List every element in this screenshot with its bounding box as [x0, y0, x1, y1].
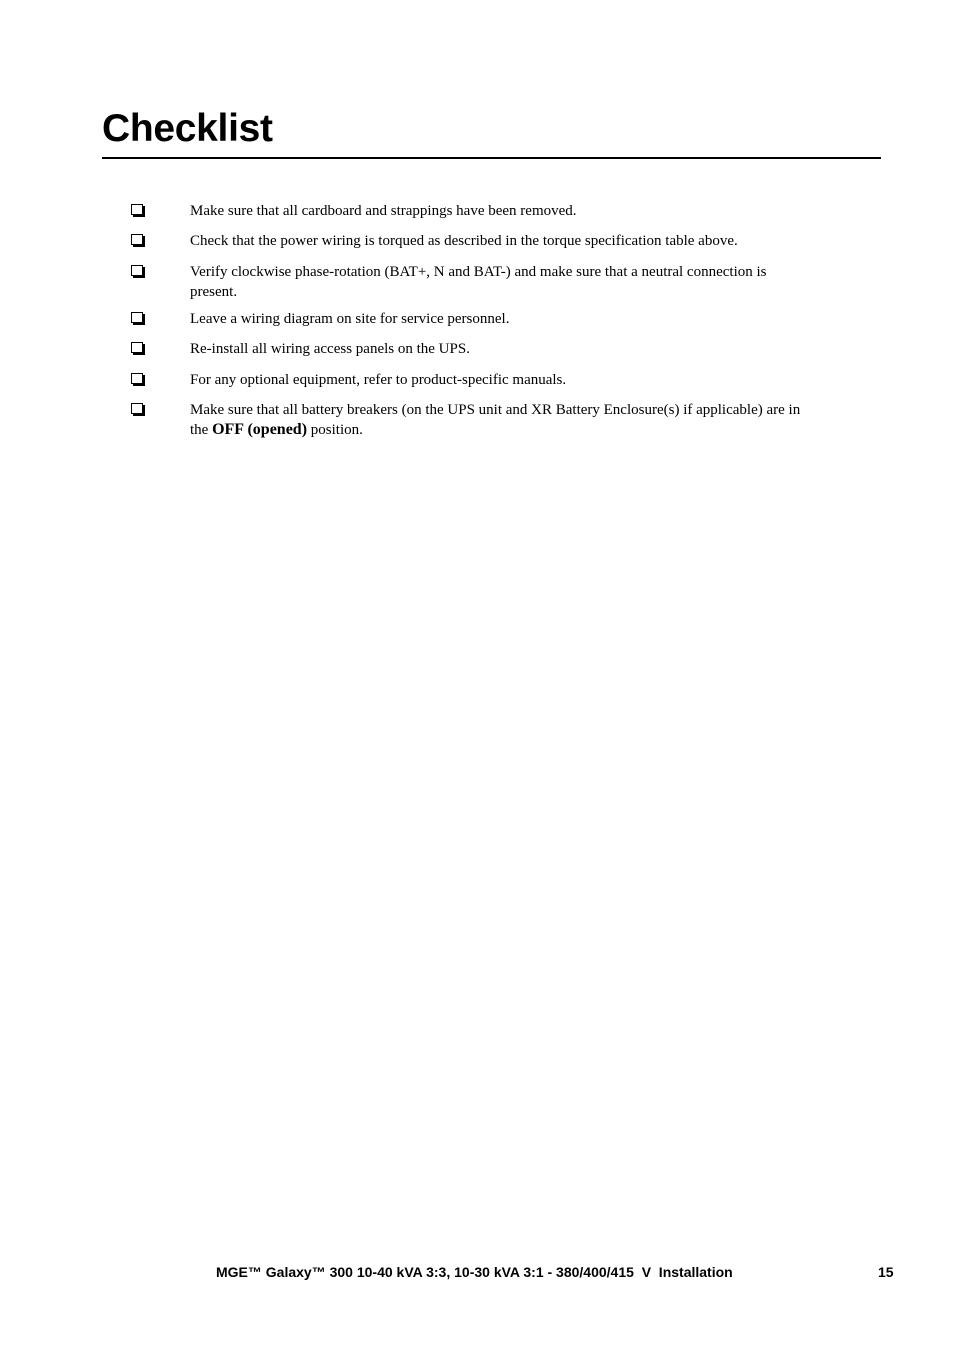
checklist-item-text: For any optional equipment, refer to product-specific manuals.	[190, 372, 567, 388]
checklist-item-text: Re-install all wiring access panels on the UPS.	[190, 341, 470, 357]
checklist-item-text: Make sure that all cardboard and strappings have been removed.	[190, 203, 577, 219]
checkbox-icon[interactable]	[131, 265, 144, 277]
checkbox-icon[interactable]	[131, 342, 144, 354]
checklist-item-text: Leave a wiring diagram on site for service personnel.	[190, 311, 510, 327]
off-opened-emphasis: OFF (opened)	[212, 421, 308, 438]
checkbox-icon[interactable]	[131, 204, 144, 216]
checkbox-icon[interactable]	[131, 373, 144, 385]
checklist-item-text: Make sure that all battery breakers (on the UPS unit and XR Battery Enclosure(s) if applicable) are in the OFF (opened) position.	[190, 402, 801, 438]
page-title: Checklist	[102, 107, 273, 150]
checklist-item-text: Verify clockwise phase-rotation (BAT+, N and BAT-) and make sure that a neutral connection is present.	[190, 264, 767, 300]
checkbox-icon[interactable]	[131, 403, 144, 415]
checkbox-icon[interactable]	[131, 312, 144, 324]
checklist-item-text: Check that the power wiring is torqued as described in the torque specification table above.	[190, 233, 738, 249]
title-rule	[102, 157, 881, 159]
page-number: 15	[878, 1264, 894, 1280]
footer-title: MGE™ Galaxy™ 300 10-40 kVA 3:3, 10-30 kVA 3:1 - 380/400/415 V Installation	[216, 1264, 733, 1280]
checkbox-icon[interactable]	[131, 234, 144, 246]
